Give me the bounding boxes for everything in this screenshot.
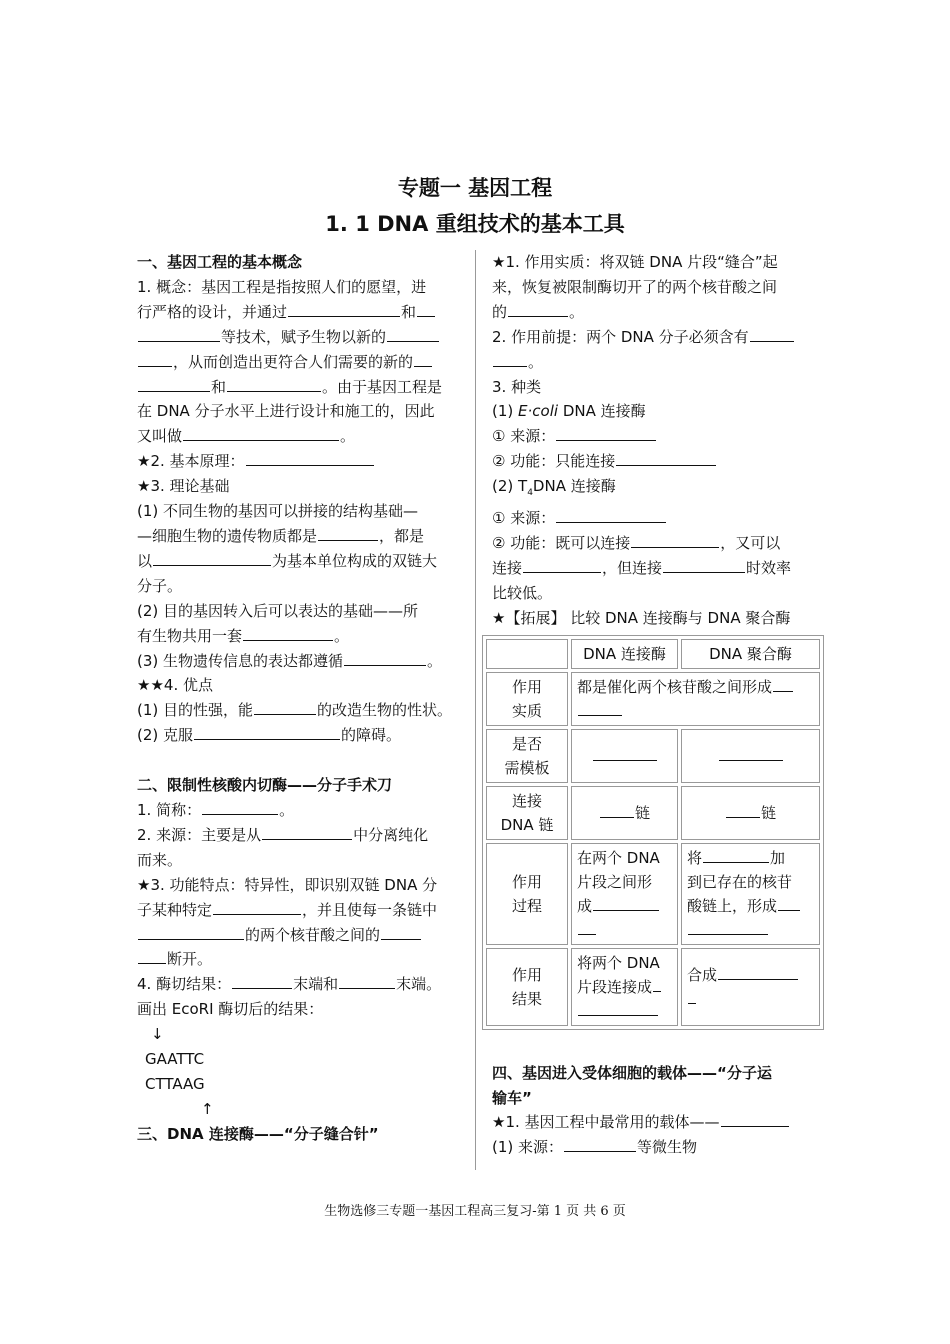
blank[interactable] xyxy=(254,698,316,715)
text-line: (1) E·coli DNA 连接酶 xyxy=(492,402,646,421)
table-cell: 将两个 DNA 片段连接成 xyxy=(571,948,678,1026)
blank[interactable] xyxy=(381,923,421,940)
text-line: ★1. 作用实质：将双链 DNA 片段“缝合”起 xyxy=(492,253,778,271)
blank[interactable] xyxy=(153,549,271,566)
text-line: 而来。 xyxy=(137,850,183,869)
text-line: ② 功能：只能连接 xyxy=(492,449,822,474)
text-line: 2. 作用前提：两个 DNA 分子必须含有 xyxy=(492,325,822,350)
table-header: DNA 聚合酶 xyxy=(681,639,820,669)
blank[interactable] xyxy=(564,1135,636,1152)
page-footer: 生物选修三专题一基因工程高三复习-第 1 页 共 6 页 xyxy=(324,1204,626,1219)
table-row xyxy=(486,639,820,669)
text-line: (2) 目的基因转入后可以表达的基础——所 xyxy=(137,601,419,620)
blank[interactable] xyxy=(339,972,395,989)
blank[interactable] xyxy=(387,325,439,342)
column-divider xyxy=(475,250,476,1170)
text-line: 又叫做 。 xyxy=(137,424,472,449)
blank[interactable] xyxy=(138,350,172,367)
text-line: —细胞生物的遗传物质都是 ，都是 xyxy=(137,524,472,549)
blank[interactable] xyxy=(556,424,656,441)
blank[interactable] xyxy=(138,947,166,964)
blank[interactable] xyxy=(227,375,321,392)
blank[interactable] xyxy=(750,325,794,342)
text-line: ★★4. 优点 xyxy=(137,676,213,695)
table-cell: 合成 xyxy=(681,948,820,1026)
blank[interactable] xyxy=(202,798,278,815)
text-line: (1) 不同生物的基因可以拼接的结构基础— xyxy=(137,502,419,521)
text-line: 等技术，赋予生物以新的 xyxy=(137,325,472,350)
blank[interactable] xyxy=(600,801,634,818)
row-header: 连接 DNA 链 xyxy=(486,786,568,840)
text-line: ★【拓展】 比较 DNA 连接酶与 DNA 聚合酶 xyxy=(492,608,791,627)
text-line: ，从而创造出更符合人们需要的新的 xyxy=(137,350,472,375)
blank[interactable] xyxy=(616,449,716,466)
text-line: 2. 来源：主要是从 中分离纯化 xyxy=(137,823,472,848)
table-row xyxy=(486,786,820,840)
blank[interactable] xyxy=(262,823,352,840)
table-cell: 链 xyxy=(571,786,678,840)
table-row xyxy=(486,672,820,726)
blank[interactable] xyxy=(773,675,793,692)
blank[interactable] xyxy=(417,300,435,317)
blank[interactable] xyxy=(493,350,527,367)
blank[interactable] xyxy=(232,972,292,989)
right-column xyxy=(492,250,822,1160)
blank[interactable] xyxy=(194,723,340,740)
blank[interactable] xyxy=(703,846,769,863)
blank[interactable] xyxy=(344,649,426,666)
blank[interactable] xyxy=(688,987,696,1004)
section-heading: 三、DNA 连接酶——“分子缝合针” xyxy=(137,1124,379,1143)
text-line: 画出 EcoRⅠ 酶切后的结果： xyxy=(137,1000,324,1019)
blank[interactable] xyxy=(556,506,666,523)
blank[interactable] xyxy=(213,898,301,915)
arrow-down-icon: ↓ xyxy=(151,1025,164,1044)
blank[interactable] xyxy=(663,556,745,573)
blank[interactable] xyxy=(778,894,800,911)
table-cell xyxy=(486,639,568,669)
text-line: ★3. 功能特点：特异性，即识别双链 DNA 分 xyxy=(137,875,438,894)
comparison-table xyxy=(482,635,824,1030)
section-heading: 输车” xyxy=(492,1088,532,1107)
text-line: 在 DNA 分子水平上进行设计和施工的，因此 xyxy=(137,402,435,421)
text-line: 子某种特定 ，并且使每一条链中 xyxy=(137,898,472,923)
text-line: ① 来源： xyxy=(492,424,822,449)
text-line: ★1. 基因工程中最常用的载体—— xyxy=(492,1110,822,1135)
text-line: 和 。由于基因工程是 xyxy=(137,375,472,400)
blank[interactable] xyxy=(138,375,210,392)
row-header: 作用 实质 xyxy=(486,672,568,726)
blank[interactable] xyxy=(721,1110,789,1127)
blank[interactable] xyxy=(688,918,768,935)
blank[interactable] xyxy=(246,449,374,466)
text-line: 1. 概念：基因工程是指按照人们的愿望，进 xyxy=(137,277,427,296)
blank[interactable] xyxy=(243,624,333,641)
page-title: 专题一 基因工程 xyxy=(397,176,553,200)
section-heading: 一、基因工程的基本概念 xyxy=(137,253,303,271)
blank[interactable] xyxy=(138,923,244,940)
dna-sequence-top: GAATTC xyxy=(145,1050,205,1069)
text-line: 的两个核苷酸之间的 xyxy=(137,923,472,948)
blank[interactable] xyxy=(593,744,657,761)
blank[interactable] xyxy=(578,999,658,1016)
text-line: 来，恢复被限制酶切开了的两个核苷酸之间 xyxy=(492,277,778,296)
blank[interactable] xyxy=(523,556,601,573)
blank[interactable] xyxy=(718,963,798,980)
section-heading: 二、限制性核酸内切酶——分子手术刀 xyxy=(137,776,393,795)
left-column xyxy=(137,250,472,1147)
text-line: 行严格的设计，并通过 和 xyxy=(137,300,472,325)
table-cell: 链 xyxy=(681,786,820,840)
blank[interactable] xyxy=(138,325,220,342)
table-cell xyxy=(681,729,820,783)
text-line: ② 功能：既可以连接 ，又可以 xyxy=(492,531,822,556)
blank[interactable] xyxy=(183,424,339,441)
text-line: (1) 目的性强，能 的改造生物的性状。 xyxy=(137,698,472,723)
blank[interactable] xyxy=(726,801,760,818)
blank[interactable] xyxy=(653,975,661,992)
table-header: DNA 连接酶 xyxy=(571,639,678,669)
text-line: 比较低。 xyxy=(492,583,553,602)
row-header: 作用 结果 xyxy=(486,948,568,1026)
table-row xyxy=(486,843,820,945)
page-subtitle: 1. 1 DNA 重组技术的基本工具 xyxy=(325,212,625,236)
table-cell: 将 加 到已存在的核苷 酸链上，形成 xyxy=(681,843,820,945)
text-line: 3. 种类 xyxy=(492,377,542,396)
text-line: (2) 克服 的障碍。 xyxy=(137,723,472,748)
blank[interactable] xyxy=(593,894,659,911)
table-row xyxy=(486,729,820,783)
text-line: 连接 ，但连接 时效率 xyxy=(492,556,822,581)
text-line: 。 xyxy=(492,350,822,375)
blank[interactable] xyxy=(508,300,568,317)
dna-sequence-bottom: CTTAAG xyxy=(145,1075,205,1093)
text-line: 的 。 xyxy=(492,300,822,325)
text-line: 以 为基本单位构成的双链大 xyxy=(137,549,472,574)
text-line: 有生物共用一套 。 xyxy=(137,624,472,649)
blank[interactable] xyxy=(578,699,622,716)
table-cell: 在两个 DNA 片段之间形 成 xyxy=(571,843,678,945)
blank[interactable] xyxy=(578,918,596,935)
text-line: (2) $T_4DNA$ 连接酶 xyxy=(492,477,616,499)
blank[interactable] xyxy=(719,744,783,761)
text-line: ★2. 基本原理： xyxy=(137,449,472,474)
text-line: (3) 生物遗传信息的表达都遵循 。 xyxy=(137,649,472,674)
arrow-up-icon: ↑ xyxy=(201,1099,214,1118)
table-row xyxy=(486,948,820,1026)
blank[interactable] xyxy=(631,531,719,548)
row-header: 作用 过程 xyxy=(486,843,568,945)
section-heading: 四、基因进入受体细胞的载体——“分子运 xyxy=(492,1063,772,1082)
blank[interactable] xyxy=(288,300,400,317)
text-line: 4. 酶切结果： 末端和 末端。 xyxy=(137,972,472,997)
blank[interactable] xyxy=(414,350,432,367)
table-cell: 都是催化两个核苷酸之间形成 xyxy=(571,672,820,726)
text-line: ① 来源： xyxy=(492,506,822,531)
text-line: (1) 来源： 等微生物 xyxy=(492,1135,822,1160)
text-line: 分子。 xyxy=(137,576,183,595)
row-header: 是否 需模板 xyxy=(486,729,568,783)
blank[interactable] xyxy=(318,524,378,541)
text-line: 1. 简称： 。 xyxy=(137,798,472,823)
text-line: 断开。 xyxy=(137,947,472,972)
table-cell xyxy=(571,729,678,783)
text-line: ★3. 理论基础 xyxy=(137,477,230,496)
